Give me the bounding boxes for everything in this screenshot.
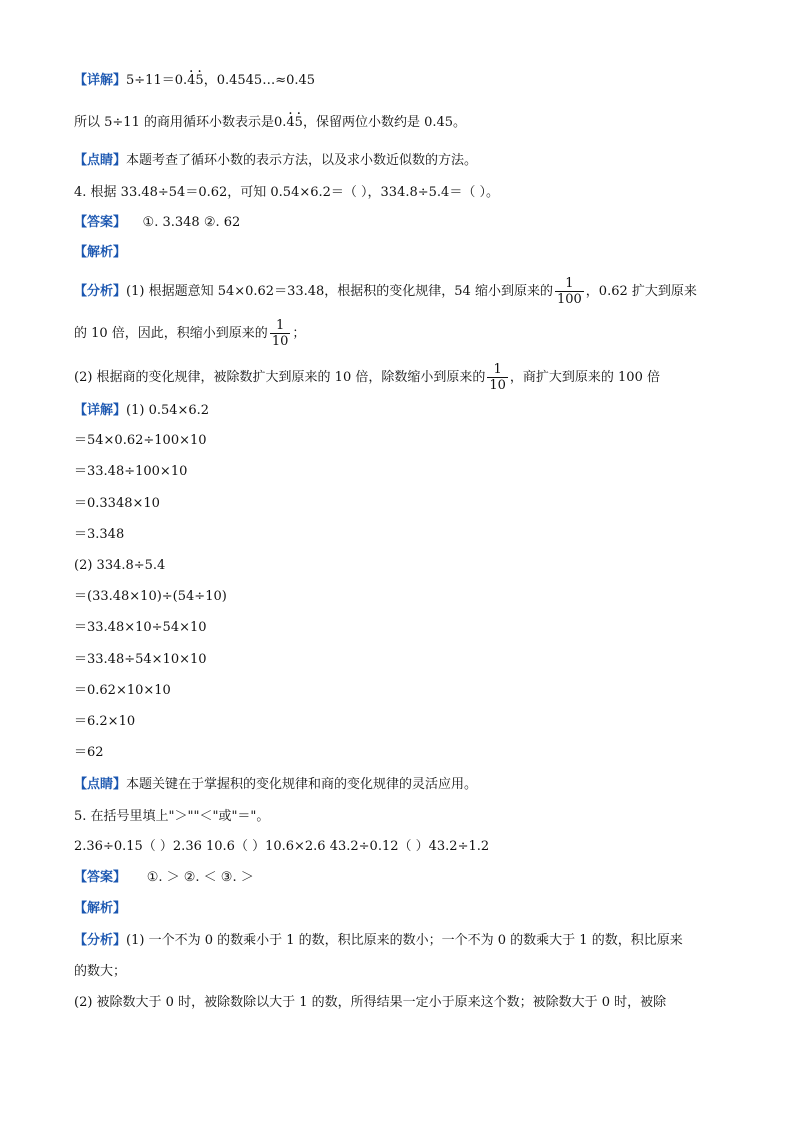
fraction: $\frac{1}{100}$ xyxy=(556,276,582,307)
analysis-line-2: 的 10 倍，因此，积缩小到原来的 $\frac{1}{10}$ ； xyxy=(74,318,306,349)
fraction: $\frac{1}{10}$ xyxy=(271,318,289,349)
detail-tag: 【详解】 xyxy=(74,73,127,88)
question-5: 5. 在括号里填上"＞""＜"或"＝"。 xyxy=(74,809,270,824)
analysis-line-1: 【分析】(1) 根据题意知 54×0.62＝33.48，根据积的变化规律，54 缩小到原来的 $\frac{1}{100}$ ，0.62 扩大到原来 xyxy=(74,276,697,307)
step-4: ＝3.348 xyxy=(74,527,125,542)
q5-answer: 【答案】 ①. ＞ ②. ＜ ③. ＞ xyxy=(74,870,254,885)
question-4: 4. 根据 33.48÷54＝0.62，可知 0.54×6.2＝（ ），334.8÷5.4＝（ ）。 xyxy=(74,185,499,200)
repeating-decimal: 0.· 4· 5 xyxy=(274,114,303,132)
q5-analysis-label: 【解析】 xyxy=(74,901,127,916)
detail-text-a: 5÷11＝ xyxy=(126,73,175,88)
step-8: ＝33.48÷54×10×10 xyxy=(74,652,207,667)
detail-text-b: ，0.4545…≈0.45 xyxy=(203,73,316,88)
detail-line-1 xyxy=(74,72,315,90)
step-11: ＝62 xyxy=(74,745,104,760)
analysis5-line-1: 【分析】(1) 一个不为 0 的数乘小于 1 的数，积比原来的数小；一个不为 0 的数乘大于 1 的数，积比原来 xyxy=(74,933,683,948)
step-1: ＝54×0.62÷100×10 xyxy=(74,433,207,448)
analysis5-line-2: 的数大； xyxy=(74,964,127,979)
analysis5-line-3: (2) 被除数大于 0 时，被除数除以大于 1 的数，所得结果一定小于原来这个数；被除数大于 0 时，被除 xyxy=(74,995,667,1010)
step-7: ＝33.48×10÷54×10 xyxy=(74,620,207,635)
detail-step-header: 【详解】(1) 0.54×6.2 xyxy=(74,403,210,418)
step-6: ＝(33.48×10)÷(54÷10) xyxy=(74,589,227,604)
q4-answer: 【答案】 ①. 3.348 ②. 62 xyxy=(74,215,241,230)
q5-items: 2.36÷0.15（ ）2.36 10.6（ ）10.6×2.6 43.2÷0.12（ ）43.2÷1.2 xyxy=(74,839,490,854)
step-2: ＝33.48÷100×10 xyxy=(74,464,188,479)
q4-analysis-label: 【解析】 xyxy=(74,245,127,260)
comment-line: 【点睛】本题考查了循环小数的表示方法，以及求小数近似数的方法。 xyxy=(74,153,478,168)
step-5: (2) 334.8÷5.4 xyxy=(74,558,166,573)
step-9: ＝0.62×10×10 xyxy=(74,683,171,698)
repeating-decimal: 0.· 4· 5 xyxy=(175,72,204,90)
comment-line-2: 【点睛】本题关键在于掌握积的变化规律和商的变化规律的灵活应用。 xyxy=(74,777,478,792)
analysis-line-3: (2) 根据商的变化规律，被除数扩大到原来的 10 倍，除数缩小到原来的 $\frac{1}{10}$ ，商扩大到原来的 100 倍 xyxy=(74,362,660,393)
step-10: ＝6.2×10 xyxy=(74,714,136,729)
conclusion-line: 所以 5÷11 的商用循环小数表示是0.· 4· 5，保留两位小数约是 0.45。 xyxy=(74,114,466,132)
fraction: $\frac{1}{10}$ xyxy=(489,362,506,393)
step-3: ＝0.3348×10 xyxy=(74,496,160,511)
